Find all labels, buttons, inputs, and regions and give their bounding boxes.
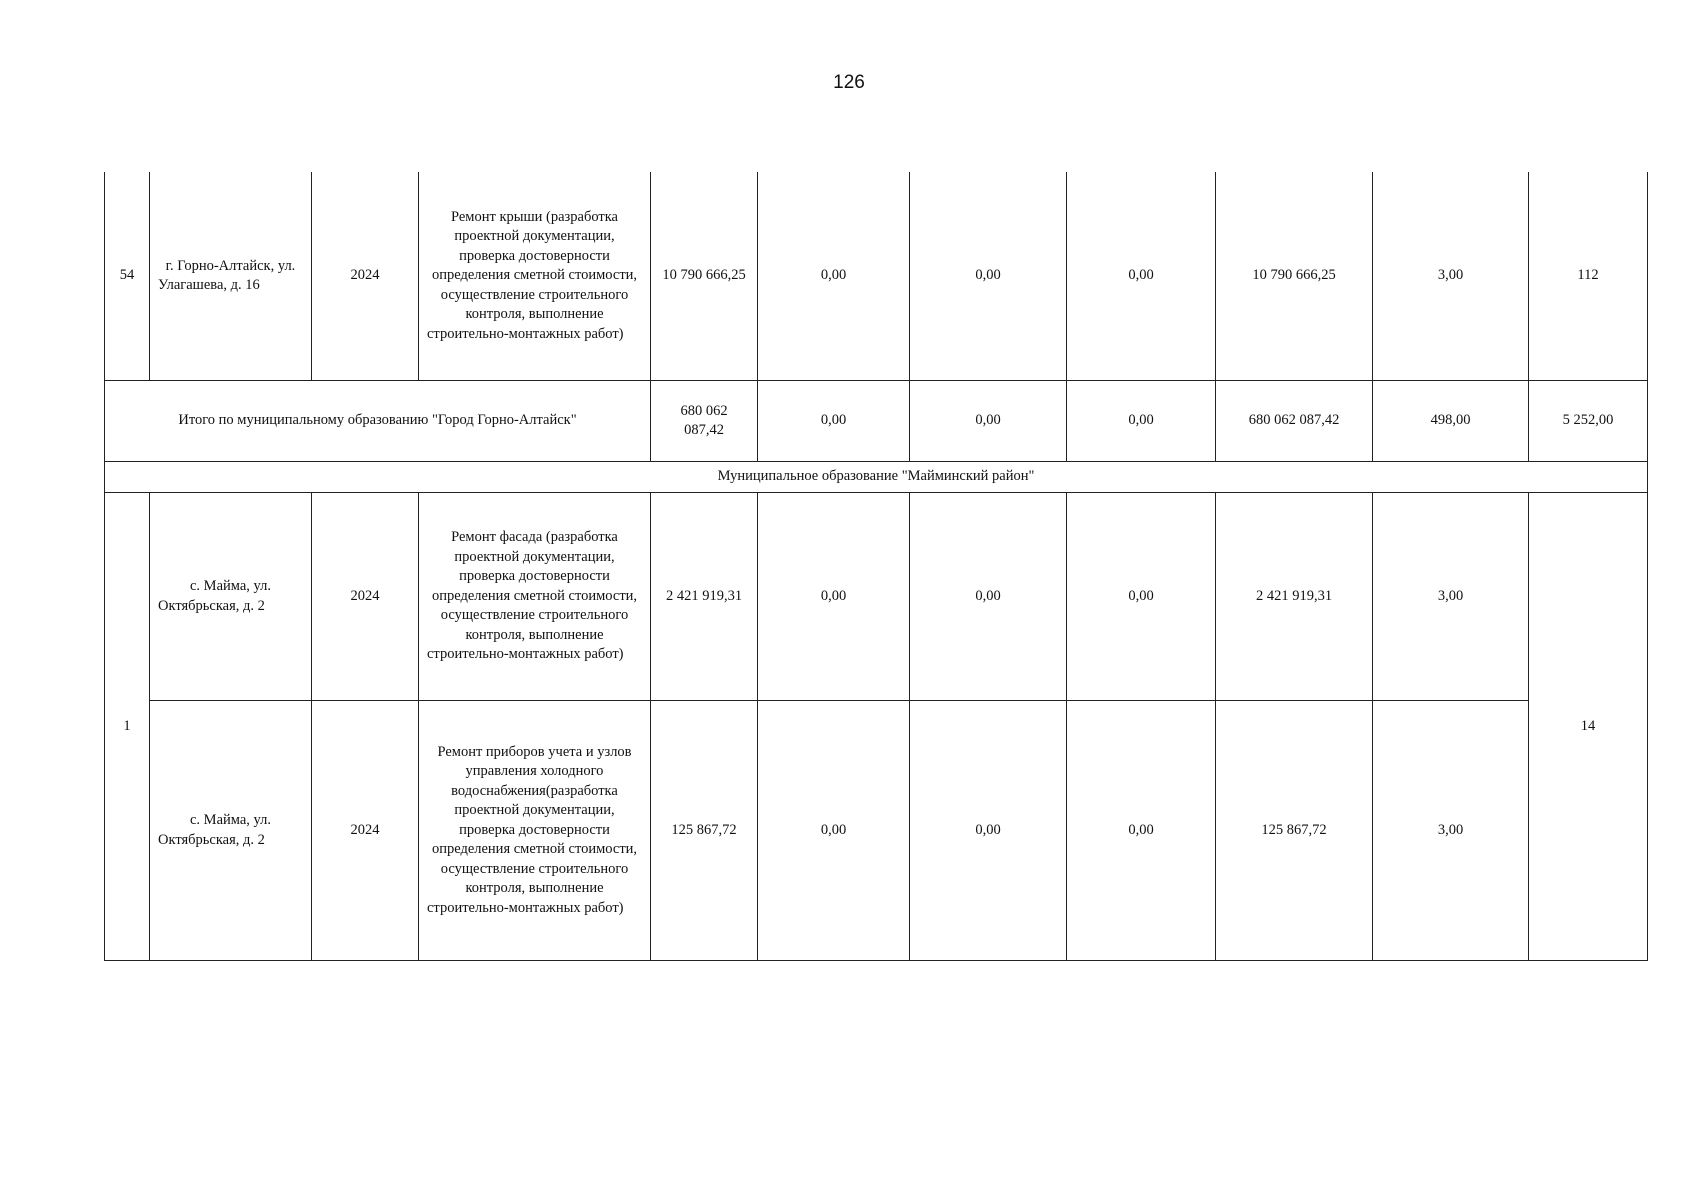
work-description-cell: Ремонт крыши (разработка проектной документации, проверка достоверности определения сметной стоимости, осуществление строительного контроля, выполнение строительно-монтажных работ): [419, 172, 651, 381]
value-cell-2: 0,00: [910, 493, 1067, 701]
value-cell-1: 0,00: [758, 493, 910, 701]
value-cell-1: 0,00: [758, 701, 910, 961]
row-number: 54: [105, 172, 150, 381]
value-cell-6: 14: [1529, 493, 1648, 961]
work-description-cell: Ремонт приборов учета и узлов управления холодного водоснабжения(разработка проектной документации, проверка достоверности определения сметной стоимости, осуществление строительного контроля, выполнение строительно-монтажных работ): [419, 701, 651, 961]
value-cell-3: 0,00: [1067, 701, 1216, 961]
value-cell-3: 0,00: [1067, 172, 1216, 381]
value-cell-1: 0,00: [758, 172, 910, 381]
table-row: [105, 493, 1648, 701]
address-cell: г. Горно-Алтайск, ул. Улагашева, д. 16: [150, 172, 312, 381]
value-cell-2: 0,00: [910, 381, 1067, 462]
value-cell-5: 3,00: [1373, 701, 1529, 961]
page-number: 126: [833, 72, 865, 93]
total-cost-cell: 680 062 087,42: [651, 381, 758, 462]
value-cell-3: 0,00: [1067, 381, 1216, 462]
value-cell-2: 0,00: [910, 701, 1067, 961]
value-cell-5: 3,00: [1373, 172, 1529, 381]
value-cell-4: 10 790 666,25: [1216, 172, 1373, 381]
total-cost-cell: 125 867,72: [651, 701, 758, 961]
value-cell-6: 5 252,00: [1529, 381, 1648, 462]
year-cell: 2024: [312, 172, 419, 381]
total-label: Итого по муниципальному образованию "Город Горно-Алтайск": [105, 381, 651, 462]
address-cell: с. Майма, ул. Октябрьская, д. 2: [150, 493, 312, 701]
year-cell: 2024: [312, 493, 419, 701]
table-row: [105, 172, 1648, 381]
value-cell-4: 2 421 919,31: [1216, 493, 1373, 701]
total-row: [105, 381, 1648, 462]
address-cell: с. Майма, ул. Октябрьская, д. 2: [150, 701, 312, 961]
total-cost-cell: 10 790 666,25: [651, 172, 758, 381]
value-cell-4: 125 867,72: [1216, 701, 1373, 961]
value-cell-3: 0,00: [1067, 493, 1216, 701]
total-cost-cell: 2 421 919,31: [651, 493, 758, 701]
repair-program-table: [104, 172, 1648, 961]
value-cell-2: 0,00: [910, 172, 1067, 381]
value-cell-4: 680 062 087,42: [1216, 381, 1373, 462]
year-cell: 2024: [312, 701, 419, 961]
value-cell-5: 498,00: [1373, 381, 1529, 462]
value-cell-1: 0,00: [758, 381, 910, 462]
section-title: Муниципальное образование "Майминский район": [105, 462, 1648, 493]
section-header-row: [105, 462, 1648, 493]
table-row: [105, 701, 1648, 961]
value-cell-5: 3,00: [1373, 493, 1529, 701]
work-description-cell: Ремонт фасада (разработка проектной документации, проверка достоверности определения сметной стоимости, осуществление строительного контроля, выполнение строительно-монтажных работ): [419, 493, 651, 701]
row-number: 1: [105, 493, 150, 961]
value-cell-6: 112: [1529, 172, 1648, 381]
